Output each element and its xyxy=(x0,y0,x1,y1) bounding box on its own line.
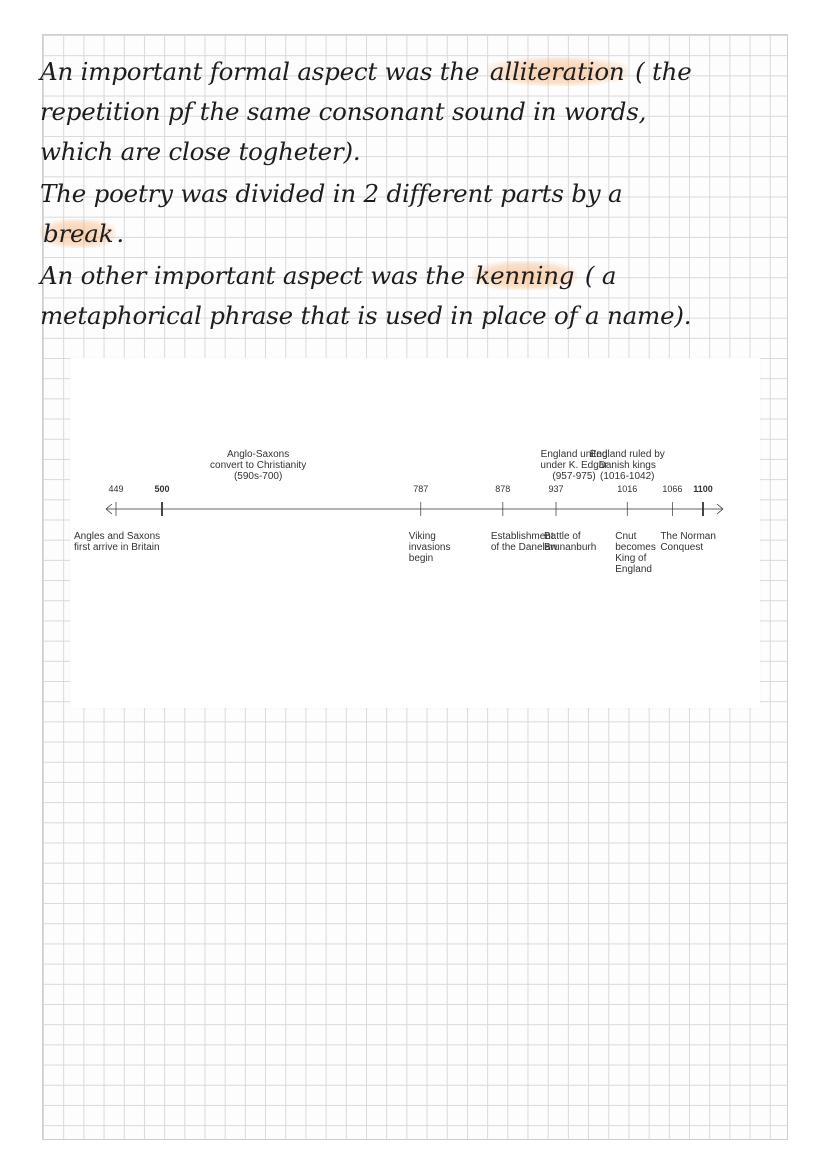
timeline-year-label: 500 xyxy=(154,484,170,494)
timeline-year-label: 787 xyxy=(413,484,429,494)
note-text: An important formal aspect was the xyxy=(40,57,487,86)
timeline-top-event: England united under K. Edgar (957-975) xyxy=(540,449,608,482)
timeline-year-label: 878 xyxy=(495,484,511,494)
note-line xyxy=(40,296,691,336)
note-text: The poetry was divided in 2 different parts by a xyxy=(40,179,623,208)
note-text: ( a xyxy=(577,261,617,290)
timeline-bottom-event: The Norman Conquest xyxy=(660,531,716,553)
highlighted-term: break xyxy=(40,219,116,248)
note-text: . xyxy=(116,219,124,248)
timeline-year-label: 937 xyxy=(548,484,564,494)
right-arrow-icon xyxy=(717,504,723,509)
right-arrow-icon xyxy=(717,509,723,514)
timeline-top-event: Anglo-Saxons convert to Christianity (590s-700) xyxy=(210,449,307,482)
note-text: ( the xyxy=(627,57,692,86)
timeline-year-label: 449 xyxy=(108,484,124,494)
timeline-bottom-event: Viking invasions begin xyxy=(408,531,451,564)
timeline-year-label: 1100 xyxy=(693,484,713,494)
highlighted-term: alliteration xyxy=(487,57,628,86)
timeline-top-event: England ruled by Danish kings (1016-1042) xyxy=(589,449,665,482)
timeline-bottom-event: Angles and Saxons first arrive in Britain xyxy=(74,531,161,553)
note-line xyxy=(40,52,692,92)
timeline-bottom-event: Establishment of the Danelaw xyxy=(490,531,558,553)
note-text: An other important aspect was the xyxy=(40,261,473,290)
note-line xyxy=(40,174,622,214)
timeline-bottom-event: Cnut becomes King of England xyxy=(615,531,656,575)
left-arrow-icon xyxy=(106,509,112,514)
note-line xyxy=(40,132,360,172)
note-text: which are close togheter). xyxy=(40,137,361,166)
anglo-saxon-timeline xyxy=(70,358,760,708)
note-text: repetition pf the same consonant sound in words, xyxy=(40,97,647,126)
note-line xyxy=(40,256,616,296)
left-arrow-icon xyxy=(106,504,112,509)
timeline-year-label: 1066 xyxy=(662,484,683,494)
timeline-bottom-event: Battle of Brunanburh xyxy=(544,531,597,553)
note-text: metaphorical phrase that is used in place of a name). xyxy=(40,301,692,330)
highlighted-term: kenning xyxy=(472,261,577,290)
timeline-year-label: 1016 xyxy=(617,484,638,494)
note-line xyxy=(40,214,124,254)
note-line xyxy=(40,92,646,132)
